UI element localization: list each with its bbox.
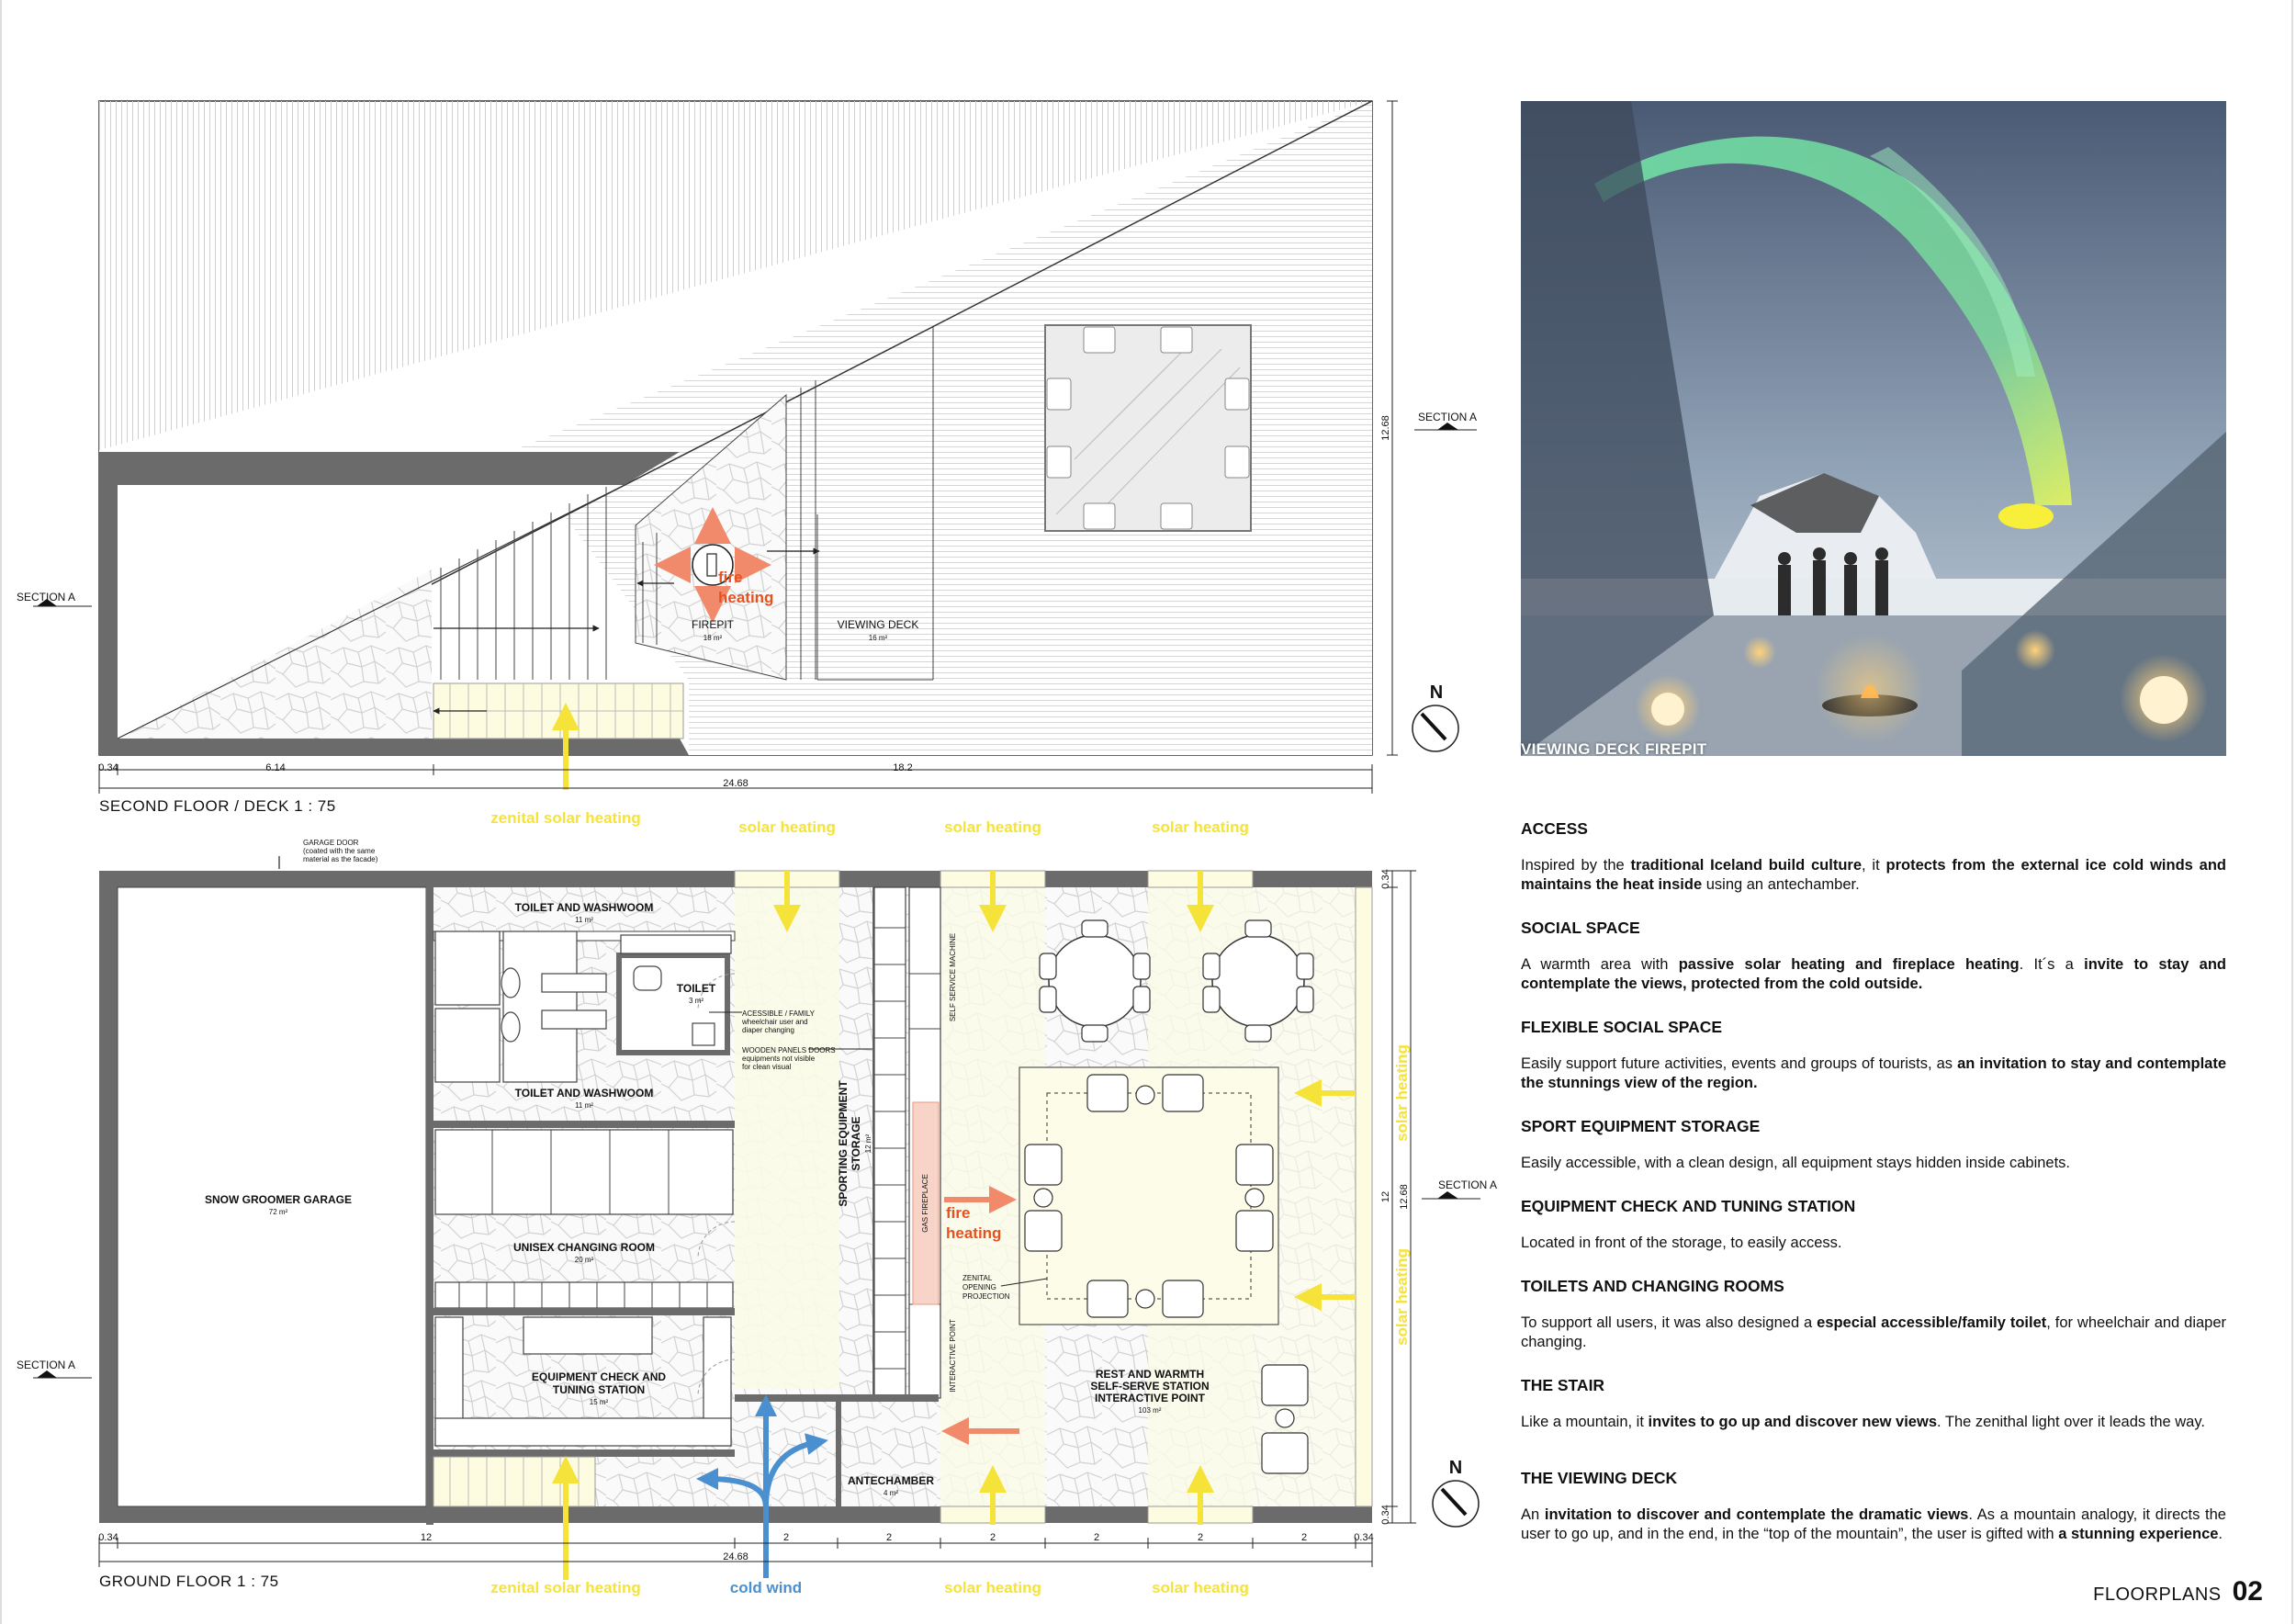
note-zenital-3: PROJECTION [962,1292,1010,1301]
toilet-washroom-2-label: TOILET AND WASHWOOM [514,1087,654,1100]
page-footer [2093,1576,2263,1607]
section-heading: FLEXIBLE SOCIAL SPACE [1521,1018,1723,1036]
note-zenital-1: ZENITAL [962,1274,993,1282]
solar-label-right-2: solar heating [1393,1248,1411,1346]
dim-upper-right: 12.68 [1380,415,1391,441]
dim-upper-1: 0.34 [98,762,118,773]
garage-label: SNOW GROOMER GARAGE [204,1193,353,1206]
section-equipment-check [1521,1195,2226,1253]
rest-label-3: INTERACTIVE POINT [1094,1392,1206,1404]
section-flexible-social-space [1521,1016,2226,1093]
section-social-space [1521,917,2226,994]
rest-area: 103 m² [1138,1406,1162,1415]
toilet-washroom-1-area: 11 m² [575,916,593,924]
page-number: 02 [2232,1576,2263,1607]
garage-door-note-1: GARAGE DOOR [303,839,359,847]
emphasis-text: a stunning experience [2058,1526,2219,1542]
second-floor-plan [33,101,1477,794]
emphasis-text: protects from the external ice cold winds and maintains the heat inside [1521,857,2226,893]
equipment-label-1: EQUIPMENT CHECK AND [531,1370,667,1383]
solar-zone-1 [735,874,839,1389]
section-a-upper-left: SECTION A [17,591,76,603]
emphasis-text: invitation to discover and contemplate the dramatic views [1544,1506,1969,1523]
storage-area: 12 m² [864,1133,872,1154]
emphasis-text: an invitation to stay and contemplate the stunnings view of the region. [1521,1055,2226,1091]
body-text: , it [1862,857,1886,874]
body-text: , for wheelchair and diaper changing. [1521,1314,2227,1350]
section-body [1521,1054,2226,1093]
toilet-area: 3 m² [689,997,703,1005]
body-text: . The zenithal light over it leads the way. [1937,1414,2205,1430]
solar-label-top-1: solar heating [738,818,836,836]
solar-label-top-3: solar heating [1152,818,1249,836]
section-body [1521,1413,2226,1432]
note-self-service: SELF SERVICE MACHINE [949,932,957,1022]
dim-lower-1: 0.34 [98,1532,118,1543]
note-accessible-3: diaper changing [742,1026,794,1034]
emphasis-text: invites to go up and discover new views [1648,1414,1937,1430]
note-accessible-1: ACESSIBLE / FAMILY [742,1009,815,1018]
section-body [1521,1506,2226,1544]
dim-lower-right-1: 0.34 [1380,869,1391,889]
section-heading: THE STAIR [1521,1376,1605,1394]
dim-lower-6: 2 [1093,1532,1100,1543]
ground-floor-title: GROUND FLOOR 1 : 75 [99,1573,279,1590]
note-panels-1: WOODEN PANELS DOORS [742,1046,836,1054]
storage-label-2: STORAGE [850,1116,862,1171]
dim-lower-4: 2 [885,1532,893,1543]
dim-lower-7: 2 [1197,1532,1204,1543]
note-interactive-point: INTERACTIVE POINT [949,1319,957,1393]
toilet-label: TOILET [676,982,716,995]
solar-label-top-2: solar heating [944,818,1041,836]
ground-floor-plan [33,856,1480,1580]
note-panels-2: equipments not visible [742,1054,816,1063]
dim-lower-3: 2 [782,1532,790,1543]
solar-label-right-1: solar heating [1393,1044,1411,1142]
dim-lower-9: 0.34 [1354,1532,1374,1543]
dim-lower-2: 12 [420,1532,433,1543]
firepit-label: FIREPIT [691,618,735,631]
section-heading: SPORT EQUIPMENT STORAGE [1521,1117,1761,1135]
body-text: . As a mountain analogy, it directs the user to go up, and in the end, in the “top of the mountain”, the user is gifted with [1521,1506,2226,1542]
section-body [1521,1314,2226,1352]
equipment-area: 15 m² [589,1398,609,1406]
dim-upper-3: 18.2 [893,762,913,773]
body-text: A warmth area with [1521,956,1679,973]
zenital-area [1019,1067,1278,1325]
emphasis-text: invite to stay and contemplate the views, protected from the cold outside. [1521,956,2227,992]
description-column [1521,818,2226,1544]
dim-upper-2: 6.14 [265,762,286,773]
fire-heating-label-upper-1: fire [718,569,743,586]
section-access [1521,818,2226,895]
dim-lower-8: 2 [1300,1532,1308,1543]
section-heading: EQUIPMENT CHECK AND TUNING STATION [1521,1197,1856,1215]
viewing-deck-area: 16 m² [868,634,888,642]
body-text: Located in front of the storage, to easily access. [1521,1235,1842,1251]
ground-stair [433,1457,595,1506]
section-heading: THE VIEWING DECK [1521,1469,1678,1487]
storage-label-1: SPORTING EQUIPMENT [837,1080,850,1207]
section-stair [1521,1374,2226,1432]
note-panels-3: for clean visual [742,1063,792,1071]
dim-lower-right-total: 12.68 [1399,1184,1410,1210]
section-heading: TOILETS AND CHANGING ROOMS [1521,1277,1784,1295]
garage-area: 72 m² [268,1208,288,1216]
section-body [1521,1234,2226,1253]
dim-lower-right-3: 0.34 [1380,1505,1391,1525]
solar-label-bottom-1: solar heating [944,1579,1041,1596]
dim-lower-5: 2 [989,1532,996,1543]
second-floor-title: SECOND FLOOR / DECK 1 : 75 [99,797,336,815]
body-text: . It´s a [2019,956,2085,973]
emphasis-text: especial accessible/family toilet [1817,1314,2047,1331]
emphasis-text: traditional Iceland build culture [1630,857,1863,874]
section-a-lower-right: SECTION A [1438,1179,1498,1191]
section-viewing-deck [1521,1467,2226,1544]
changing-room-label: UNISEX CHANGING ROOM [512,1241,656,1254]
body-text: Inspired by the [1521,857,1631,874]
viewing-deck-render [1521,101,2226,756]
rest-label-2: SELF-SERVE STATION [1090,1380,1210,1393]
viewing-deck-label: VIEWING DECK [837,618,919,631]
changing-room-area: 20 m² [574,1256,594,1264]
section-heading: ACCESS [1521,819,1588,838]
note-zenital-2: OPENING [962,1283,996,1291]
deck-table [1045,325,1251,531]
section-a-lower-left: SECTION A [17,1359,76,1371]
zenital-label-upper: zenital solar heating [490,809,641,827]
note-gas-fireplace: GAS FIREPLACE [921,1174,929,1233]
dim-lower-total: 24.68 [723,1551,748,1562]
firepit-area: 18 m² [703,634,723,642]
garage-door-note-2: (coated with the same [303,847,376,855]
section-body [1521,955,2226,994]
fire-heating-label-upper-2: heating [718,589,774,606]
cold-wind-label: cold wind [729,1579,803,1596]
section-sport-equipment-storage [1521,1115,2226,1173]
section-toilets [1521,1275,2226,1352]
dim-lower-right-2: 12 [1380,1190,1391,1203]
zenital-label-lower: zenital solar heating [490,1579,641,1596]
toilet-washroom-1-label: TOILET AND WASHWOOM [514,901,654,914]
section-body [1521,1154,2226,1173]
section-a-upper-right: SECTION A [1418,411,1478,423]
north-label-upper: N [1429,682,1444,703]
emphasis-text: passive solar heating and fireplace heating [1678,956,2020,973]
body-text: Easily support future activities, events and groups of tourists, as [1521,1055,1958,1072]
body-text: To support all users, it was also designed a [1521,1314,1818,1331]
rest-label-1: REST AND WARMTH [1095,1368,1205,1381]
section-body [1521,856,2226,895]
body-text: Easily accessible, with a clean design, all equipment stays hidden inside cabinets. [1521,1155,2071,1171]
dim-upper-total: 24.68 [723,778,748,789]
antechamber-label: ANTECHAMBER [848,1474,934,1487]
toilet-washroom-2-area: 11 m² [575,1101,593,1110]
fire-heating-label-lower-2: heating [946,1224,1002,1242]
section-heading: SOCIAL SPACE [1521,919,1640,937]
render-caption: VIEWING DECK FIREPIT [1521,740,1707,758]
garage-door-note-3: material as the facade) [303,855,378,863]
north-label-lower: N [1448,1458,1463,1478]
body-text: . [2218,1526,2223,1542]
footer-label: FLOORPLANS [2093,1585,2222,1605]
antechamber-area: 4 m² [884,1489,898,1497]
note-accessible-2: wheelchair user and [742,1018,808,1026]
solar-label-bottom-2: solar heating [1152,1579,1249,1596]
fire-heating-label-lower-1: fire [946,1204,971,1222]
equipment-label-2: TUNING STATION [552,1383,646,1396]
body-text: Like a mountain, it [1521,1414,1649,1430]
body-text: An [1521,1506,1545,1523]
body-text: using an antechamber. [1702,876,1860,893]
